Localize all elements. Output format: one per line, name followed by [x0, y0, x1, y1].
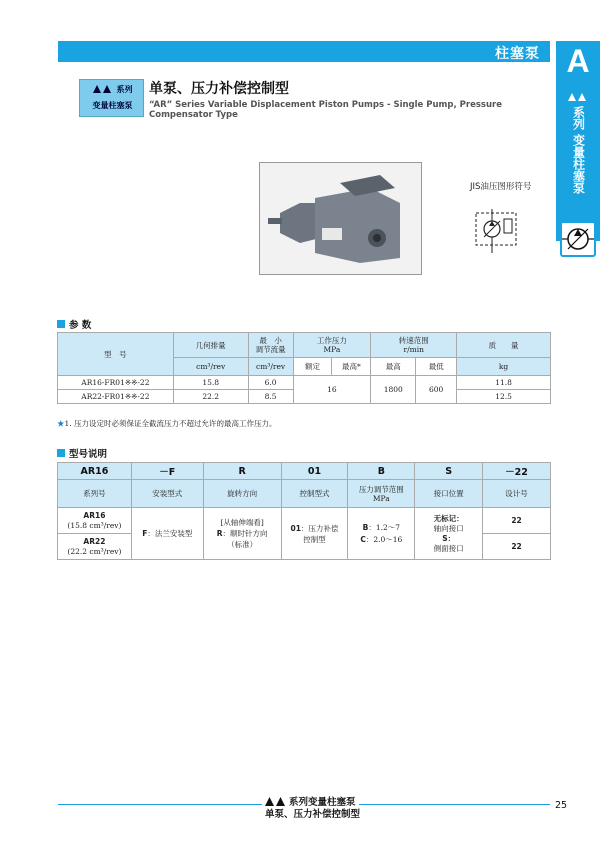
label-port: 接口位置 — [415, 480, 483, 508]
mount-option: F：法兰安装型 — [131, 508, 203, 560]
jis-hydraulic-symbol-icon — [468, 205, 528, 260]
col-speed: 转速范围 r/min — [371, 333, 457, 358]
section-title: 柱塞泵 — [495, 46, 540, 62]
bullet-square-icon — [57, 320, 65, 328]
cell-displacement: 15.8 — [173, 376, 248, 390]
label-rotation: 旋转方向 — [203, 480, 281, 508]
label-range: 压力调节范围 MPa — [348, 480, 415, 508]
label-design: 设计号 — [483, 480, 551, 508]
series-ar22: AR22 (22.2 cm³/rev) — [58, 534, 132, 560]
col-model: 型 号 — [58, 333, 174, 376]
section-header-bar — [58, 41, 550, 62]
side-letter: A — [566, 43, 590, 79]
speed-min: 最低 — [416, 358, 457, 376]
bullet-square-icon — [57, 449, 65, 457]
star-icon: ★ — [57, 419, 65, 428]
col-displacement: 几何排量 — [173, 333, 248, 358]
label-mount: 安装型式 — [131, 480, 203, 508]
displacement-unit: cm³/rev — [173, 358, 248, 376]
pump-symbol-icon — [560, 221, 596, 257]
range-option: B：1.2～7 C：2.0～16 — [348, 508, 415, 560]
params-heading: 参 数 — [57, 317, 91, 331]
brand-logo-icon — [93, 85, 117, 93]
speed-max: 最高 — [371, 358, 416, 376]
pressure-rated: 额定 — [293, 358, 332, 376]
page-title: 单泵、压力补偿控制型 — [149, 81, 289, 97]
side-series: 系列 — [571, 106, 586, 130]
product-photo — [259, 162, 422, 275]
table-row — [58, 376, 551, 390]
label-series: 系列号 — [58, 480, 132, 508]
badge-series: 系列 — [80, 84, 145, 95]
footer-series: 系列变量柱塞泵 — [262, 794, 359, 808]
side-tab — [556, 41, 600, 241]
cell-min-flow: 6.0 — [248, 376, 293, 390]
page-number: 25 — [555, 800, 568, 811]
cell-speed-max: 1800 — [371, 376, 416, 404]
cell-displacement: 22.2 — [173, 390, 248, 404]
label-control: 控制型式 — [281, 480, 348, 508]
code-port: S — [415, 463, 483, 480]
cell-min-flow: 8.5 — [248, 390, 293, 404]
table-row — [58, 508, 551, 534]
code-range: B — [348, 463, 415, 480]
cell-speed-min: 600 — [416, 376, 457, 404]
design-ar16: 22 — [483, 508, 551, 534]
jis-symbol-label: JIS油压图形符号 — [470, 182, 532, 192]
series-badge — [79, 79, 144, 117]
pressure-max: 最高* — [332, 358, 371, 376]
col-mass: 质 量 — [457, 333, 551, 358]
footer-subtitle: 单泵、压力补偿控制型 — [265, 809, 361, 820]
code-control: 01 — [281, 463, 348, 480]
english-subtitle: “AR” Series Variable Displacement Piston Pumps - Single Pump, Pressure Compensator Type — [149, 100, 502, 120]
col-pressure: 工作压力 MPa — [293, 333, 371, 358]
side-product: 变量柱塞泵 — [571, 134, 586, 194]
params-table — [57, 332, 551, 404]
control-option: 01：压力补偿 控制型 — [281, 508, 348, 560]
col-min-flow: 最 小 调节流量 — [248, 333, 293, 358]
side-tab-text — [556, 91, 600, 198]
model-code-heading: 型号说明 — [57, 446, 107, 460]
code-rotation: R — [203, 463, 281, 480]
min-flow-unit: cm³/rev — [248, 358, 293, 376]
cell-model: AR22-FR01※※-22 — [58, 390, 174, 404]
params-note: ★1. 压力设定时必须保证全截流压力不超过允许的最高工作压力。 — [57, 419, 277, 428]
code-mount: －F — [131, 463, 203, 480]
mass-unit: kg — [457, 358, 551, 376]
code-series: AR16 — [58, 463, 132, 480]
cell-mass: 11.8 — [457, 376, 551, 390]
series-ar16: AR16 (15.8 cm³/rev) — [58, 508, 132, 534]
design-ar22: 22 — [483, 534, 551, 560]
brand-logo-icon — [265, 797, 289, 806]
cell-pressure: 16 — [293, 376, 371, 404]
code-design: －22 — [483, 463, 551, 480]
cell-mass: 12.5 — [457, 390, 551, 404]
port-option: 无标记： 轴向接口 S： 侧面接口 — [415, 508, 483, 560]
badge-product: 变量柱塞泵 — [92, 101, 133, 110]
model-code-table — [57, 462, 551, 560]
rotation-option: [从轴伸端看] R：顺时针方向 （标准） — [203, 508, 281, 560]
brand-logo-icon — [567, 92, 589, 102]
cell-model: AR16-FR01※※-22 — [58, 376, 174, 390]
